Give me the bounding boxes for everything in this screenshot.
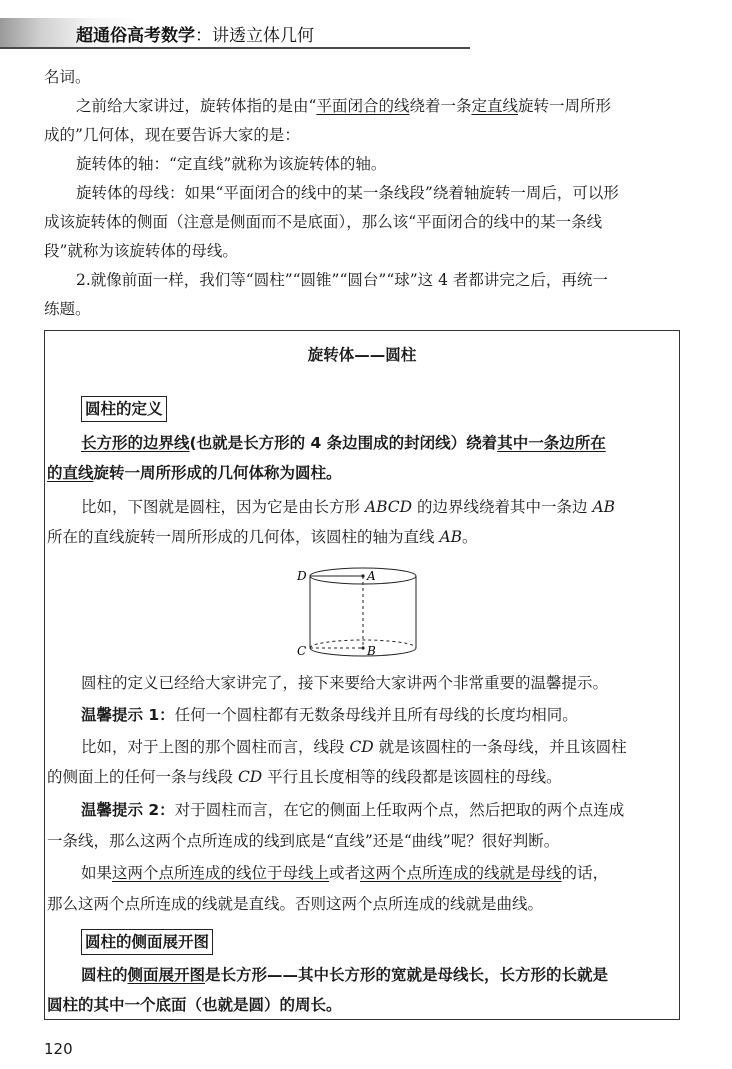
page-number: 120 [44, 1040, 73, 1058]
text: (也就是长方形的 4 条边围成的封闭线）绕着 [189, 434, 498, 452]
cylinder-figure [295, 563, 435, 661]
after-figure-line: 圆柱的定义已经给大家讲完了，接下来要给大家讲两个非常重要的温馨提示。 [81, 674, 609, 692]
text: 平行且长度相等的线段都是该圆柱的母线。 [262, 768, 562, 786]
text: 比如，对于上图的那个圆柱而言，线段 [81, 738, 350, 756]
text: 旋转一周所形 [517, 97, 611, 115]
text: 所在的直线旋转一周所形成的几何体，该圆柱的轴为直线 [47, 528, 440, 546]
underlined-term: 长方形的边界线 [81, 434, 190, 452]
tip2-line-1 [81, 796, 624, 825]
condition-line-2: 那么这两个点所连成的线就是直线。否则这两个点所连成的线就是曲线。 [47, 895, 544, 913]
underlined-term: 其中一条边所在 [497, 434, 606, 452]
text: 对于圆柱而言，在它的侧面上任取两个点，然后把取的两个点连成 [174, 801, 625, 819]
text: 旋转一周所形成的几何体称为圆柱。 [93, 464, 342, 482]
definition-line-2 [47, 459, 342, 488]
intro-line-4: 旋转体的轴：“定直线”就称为该旋转体的轴。 [76, 155, 387, 173]
condition-line-1 [81, 859, 608, 888]
text: 圆柱的 [81, 966, 128, 984]
label-d: D [297, 569, 307, 583]
text: 绕着一条 [409, 97, 472, 115]
text: 就是该圆柱的一条母线，并且该圆柱 [373, 738, 627, 756]
text: 之前给大家讲过，旋转体指的是由“ [76, 97, 317, 115]
point-b [361, 646, 364, 649]
unfolding-line-2: 圆柱的其中一个底面（也就是圆）的周长。 [47, 996, 342, 1014]
box-title: 旋转体——圆柱 [307, 346, 417, 364]
section-label-definition: 圆柱的定义 [81, 396, 167, 422]
text: 比如，下图就是圆柱，因为它是由长方形 [81, 498, 365, 516]
example-line-1 [81, 493, 615, 522]
text: 的边界线绕着其中一条边 [412, 498, 593, 516]
intro-line-3: 成的”几何体，现在要告诉大家的是： [44, 126, 300, 144]
tip1-example-line-1 [81, 733, 627, 762]
intro-line-2 [76, 92, 611, 121]
running-header [76, 21, 314, 46]
underlined-term: 的直线 [47, 464, 94, 482]
text: 是长方形——其中长方形的宽就是母线长，长方形的长就是 [205, 966, 609, 984]
text: 如果 [81, 864, 113, 882]
text: 的话， [561, 864, 609, 882]
header-title-sub: ：讲透立体几何 [195, 26, 314, 46]
point-a [361, 574, 364, 577]
underlined-term: 侧面展开图 [127, 966, 206, 984]
label-b: B [367, 644, 376, 658]
intro-line-5: 旋转体的母线：如果“平面闭合的线中的某一条线段”绕着轴旋转一周后，可以形 [76, 184, 619, 202]
tip1-line [81, 701, 578, 730]
intro-line-8: 2.就像前面一样，我们等“圆柱”“圆锥”“圆台”“球”这 4 者都讲完之后，再统一 [76, 271, 608, 289]
example-line-2 [47, 523, 478, 552]
label-c: C [297, 644, 307, 658]
unfolding-line-1 [81, 961, 608, 990]
underlined-term: 这两个点所连成的线就是母线 [360, 864, 562, 882]
text: 的侧面上的任何一条与线段 [47, 768, 238, 786]
header-rule [0, 47, 470, 49]
math-label: CD [349, 738, 374, 756]
tip2-label: 温馨提示 2： [81, 801, 175, 819]
header-title-main: 超通俗高考数学 [76, 26, 195, 46]
label-a: A [367, 569, 376, 583]
intro-line-1: 名词。 [44, 68, 91, 86]
cylinder-box [44, 330, 680, 1020]
math-label: AB [592, 498, 616, 516]
tip2-line-2: 一条线，那么这两个点所连成的线到底是“直线”还是“曲线”呢？很好判断。 [47, 832, 560, 850]
math-label: CD [237, 768, 263, 786]
text: 任何一个圆柱都有无数条母线并且所有母线的长度均相同。 [174, 706, 578, 724]
math-label: ABCD [364, 498, 413, 516]
intro-line-6: 成该旋转体的侧面（注意是侧面而不是底面），那么该“平面闭合的线中的某一条线 [44, 213, 603, 231]
tip1-example-line-2 [47, 763, 562, 792]
tip1-label: 温馨提示 1： [81, 706, 175, 724]
underlined-term: 这两个点所连成的线位于母线上 [112, 864, 330, 882]
text: 。 [462, 528, 478, 546]
text: 或者 [329, 864, 361, 882]
underlined-term: 定直线 [471, 97, 518, 115]
math-label: AB [439, 528, 463, 546]
definition-line-1 [81, 429, 606, 458]
section-label-unfolding: 圆柱的侧面展开图 [81, 929, 213, 955]
intro-line-9: 练题。 [44, 300, 91, 318]
intro-line-7: 段”就称为该旋转体的母线。 [44, 242, 238, 260]
underlined-term: 平面闭合的线 [316, 97, 410, 115]
